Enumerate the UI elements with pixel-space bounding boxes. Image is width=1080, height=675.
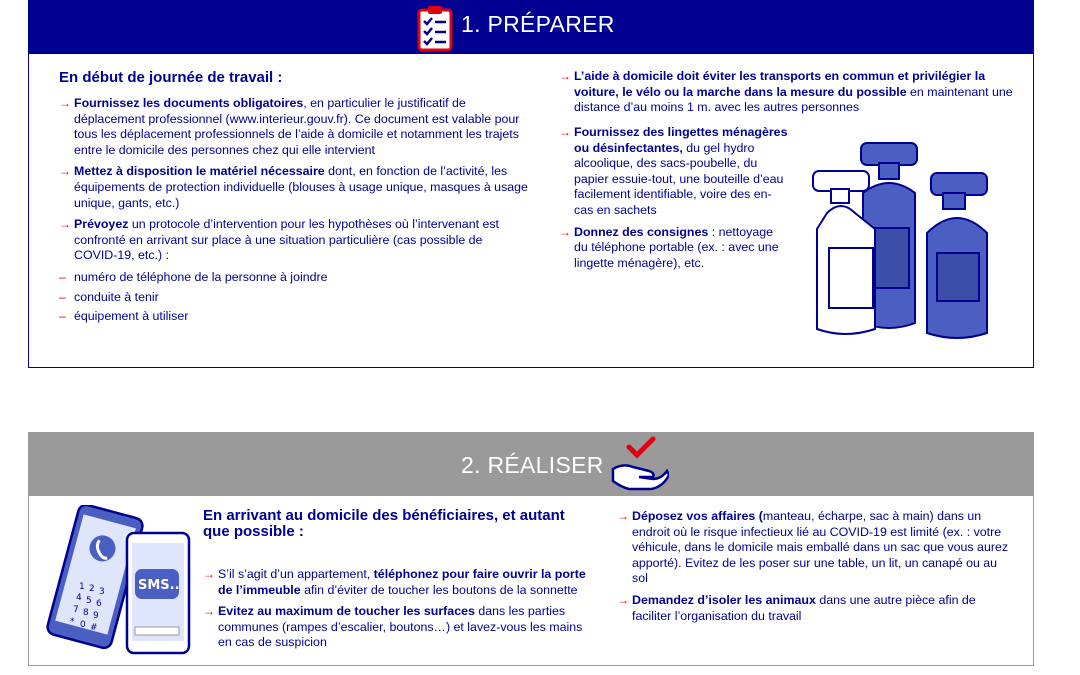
mid-column bbox=[203, 567, 598, 657]
list-item: → Prévoyez un protocole d’intervention pour les hypothèses où l’intervenant est confronté en arrivant sur place à une situation particulière (cas possible de COVID-19, etc.) : bbox=[59, 217, 499, 263]
clipboard-icon bbox=[413, 4, 457, 52]
list-item: → Fournissez des lingettes ménagères ou désinfectantes, du gel hydro alcoolique, des sacs-poubelle, du papier essuie-tout, une bouteille d’eau facilement identifiable, voire des en-cas en sachets bbox=[559, 125, 788, 217]
sms-label: SMS.. bbox=[138, 578, 180, 593]
dash-item: – conduite à tenir bbox=[59, 289, 159, 304]
section-header bbox=[29, 1, 1033, 54]
right-top bbox=[559, 69, 1019, 122]
dash-item: – équipement à utiliser bbox=[59, 309, 189, 324]
keypad-key: 8 bbox=[83, 608, 89, 618]
hand-check-icon bbox=[609, 435, 669, 493]
keypad-key: 5 bbox=[86, 596, 92, 606]
keypad-key: 9 bbox=[93, 611, 99, 621]
section-realiser bbox=[28, 432, 1034, 666]
keypad-key: 3 bbox=[99, 587, 105, 597]
section-preparer bbox=[28, 0, 1034, 368]
keypad-key: 1 bbox=[79, 582, 85, 592]
sanitizer-bottles-illustration bbox=[791, 133, 1011, 343]
phones-illustration bbox=[43, 505, 193, 657]
list-item: → Demandez d’isoler les animaux dans une autre pièce afin de faciliter l’organisation du travail bbox=[617, 592, 976, 623]
keypad-key: 0 bbox=[80, 620, 86, 630]
keypad-key: 7 bbox=[73, 605, 79, 615]
right-column bbox=[559, 125, 789, 277]
section-title: 2. RÉALISER bbox=[461, 452, 604, 478]
keypad-key: 2 bbox=[89, 584, 95, 594]
keypad-key: * bbox=[70, 617, 75, 627]
dash-item: – numéro de téléphone de la personne à joindre bbox=[59, 269, 328, 284]
list-item: → Evitez au maximum de toucher les surfaces dans les parties communes (rampes d’escalier, boutons…) et lavez-vous les mains en cas de suspicion bbox=[203, 604, 583, 650]
keypad-key: # bbox=[90, 623, 98, 633]
list-item: → Mettez à disposition le matériel nécessaire dont, en fonction de l’activité, les équipements de protection individuelle (blouses à usage unique, masques à usage unique, gants, etc.) bbox=[59, 164, 528, 210]
keypad-key: 6 bbox=[96, 599, 102, 609]
keypad-key: 4 bbox=[76, 593, 82, 603]
section-title: 1. PRÉPARER bbox=[461, 11, 615, 37]
mid-heading: En arrivant au domicile des bénéficiaires, et autant que possible : bbox=[203, 507, 565, 540]
list-item: → Donnez des consignes : nettoyage du téléphone portable (ex. : avec une lingette ménagère), etc. bbox=[559, 224, 779, 270]
left-heading: En début de journée de travail : bbox=[59, 69, 283, 86]
list-item: → Fournissez les documents obligatoires, en particulier le justificatif de déplacement professionnel (www.interieur.gouv.fr). Ce document est valable pour tous les déplacement professionnels de l’aide à domicile et notamment les trajets entre le domicile des personnes chez qui elle intervient bbox=[59, 96, 520, 157]
list-item: → S’il s’agit d’un appartement, téléphonez pour faire ouvrir la porte de l’immeuble afin d’éviter de toucher les boutons de la sonnette bbox=[203, 567, 586, 597]
section-header bbox=[29, 433, 1033, 496]
list-item: → Déposez vos affaires (manteau, écharpe, sac à main) dans un endroit où le risque infectieux lié au COVID-19 est limité (ex. : votre véhicule, dans le domicile mais emballé dans un sac que vous aurez apporté). Evitez de les poser sur une table, un lit, un canapé ou au sol bbox=[617, 509, 1009, 586]
right-column bbox=[617, 509, 1012, 630]
list-item: → L’aide à domicile doit éviter les transports en commun et privilégier la voiture, le vélo ou la marche dans la mesure du possible en maintenant une distance d’au moins 1 m. avec les autres personnes bbox=[559, 69, 1013, 115]
left-column bbox=[59, 69, 529, 329]
